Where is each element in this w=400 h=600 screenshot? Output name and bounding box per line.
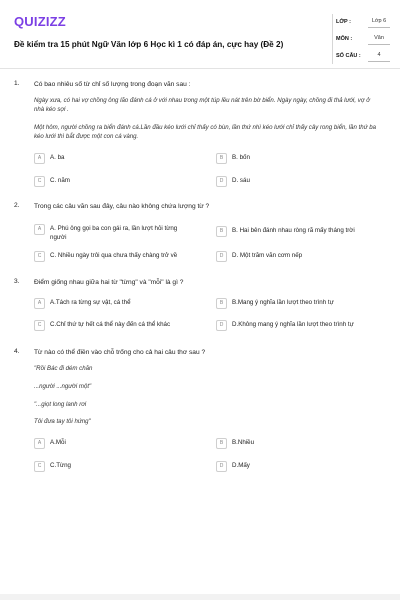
question-number: 4. [14,348,20,355]
question-text: Điểm giống nhau giữa hai từ "từng" và "mỗi" là gì ? [34,279,184,286]
option-letter-box: B [216,153,227,164]
passage-paragraph: Một hôm, người chồng ra biển đánh cá.Lần đầu kéo lưới chỉ thấy có bùn, lần thứ nhì kéo lưới chỉ thấy cây rong biển, lần thứ ba kéo lưới thì bắt được một con cá vàng. [34,124,377,140]
option-letter-box: A [34,438,45,449]
option-text: B. bốn [232,154,250,161]
option-text: C.Chỉ thứ tự hết cá thể này đến cá thể khác [50,321,171,328]
option-text: D. Một trăm văn cơm nếp [232,252,303,259]
option-letter-box: A [34,153,45,164]
poem-line: ...người ...người một" [34,383,92,390]
passage-paragraph: Ngày xưa, có hai vợ chồng ông lão đánh cá ở với nhau trong một túp lều nát trên bờ biển. Ngày ngày, chồng đi thả lưới, vợ ở nhà kéo sợi . [34,97,370,113]
meta-label: SỐ CÂU : [336,53,361,59]
option-text: C. năm [50,177,70,184]
meta-value: Văn [368,33,390,45]
option-text: B.Mang ý nghĩa lần lượt theo trình tự [232,299,334,306]
option-text: B. Hai bên đánh nhau ròng rã mấy tháng trời [232,227,355,234]
meta-value: 4 [368,50,390,62]
quiz-title: Đề kiểm tra 15 phút Ngữ Văn lớp 6 Học kì 1 có đáp án, cực hay (Đề 2) [14,40,284,49]
meta-row-subject [336,31,400,48]
meta-label: MÔN : [336,36,353,42]
option-text: C.Từng [50,462,71,469]
question-text: Có bao nhiêu số từ chỉ số lượng trong đoạn văn sau : [34,81,191,88]
quiz-meta [336,14,400,65]
footer-band [0,594,400,600]
poem-line: "...giọt long lanh rơi [34,401,87,408]
option-letter-box: A [34,224,45,235]
option-text: A.Mỗi [50,439,66,446]
quizizz-logo[interactable]: QUIZIZZ [14,14,66,29]
option-letter-box: C [34,251,45,262]
option-letter-box: C [34,461,45,472]
option-text: C. Nhiều ngày trôi qua chưa thấy chàng trở về [50,252,178,259]
option-text: D.Mấy [232,462,250,469]
option-letter-box: B [216,438,227,449]
option-letter-box: A [34,298,45,309]
meta-value: Lớp 6 [368,16,390,28]
header-divider [332,14,333,64]
meta-row-question-count [336,48,400,65]
question-number: 3. [14,278,20,285]
header-separator [0,68,400,69]
option-letter-box: D [216,320,227,331]
option-letter-box: C [34,176,45,187]
question-number: 2. [14,202,20,209]
question-text: Trong các câu văn sau đây, câu nào không chứa lượng từ ? [34,203,210,210]
option-text: A. Phú ông gọi ba con gái ra, lần lượt hỏi từng người [50,225,178,241]
option-text: D. sáu [232,177,250,184]
option-letter-box: B [216,298,227,309]
option-text: D.Không mang ý nghĩa lần lượt theo trình tự [232,321,354,328]
poem-line: Tôi đưa tay tôi hứng" [34,418,91,425]
question-number: 1. [14,80,20,87]
option-letter-box: D [216,176,227,187]
option-text: A.Tách ra từng sự vật, cá thể [50,299,131,306]
option-text: A. ba [50,154,65,161]
option-letter-box: D [216,251,227,262]
option-letter-box: C [34,320,45,331]
option-letter-box: D [216,461,227,472]
option-text: B.Nhiều [232,439,255,446]
meta-label: LỚP : [336,19,351,25]
poem-line: "Rồi Bác đi dém chăn [34,365,93,372]
option-letter-box: B [216,226,227,237]
quiz-header [14,10,386,68]
meta-row-class [336,14,400,31]
question-text: Từ nào có thể điền vào chỗ trống cho cả hai câu thơ sau ? [34,349,206,356]
